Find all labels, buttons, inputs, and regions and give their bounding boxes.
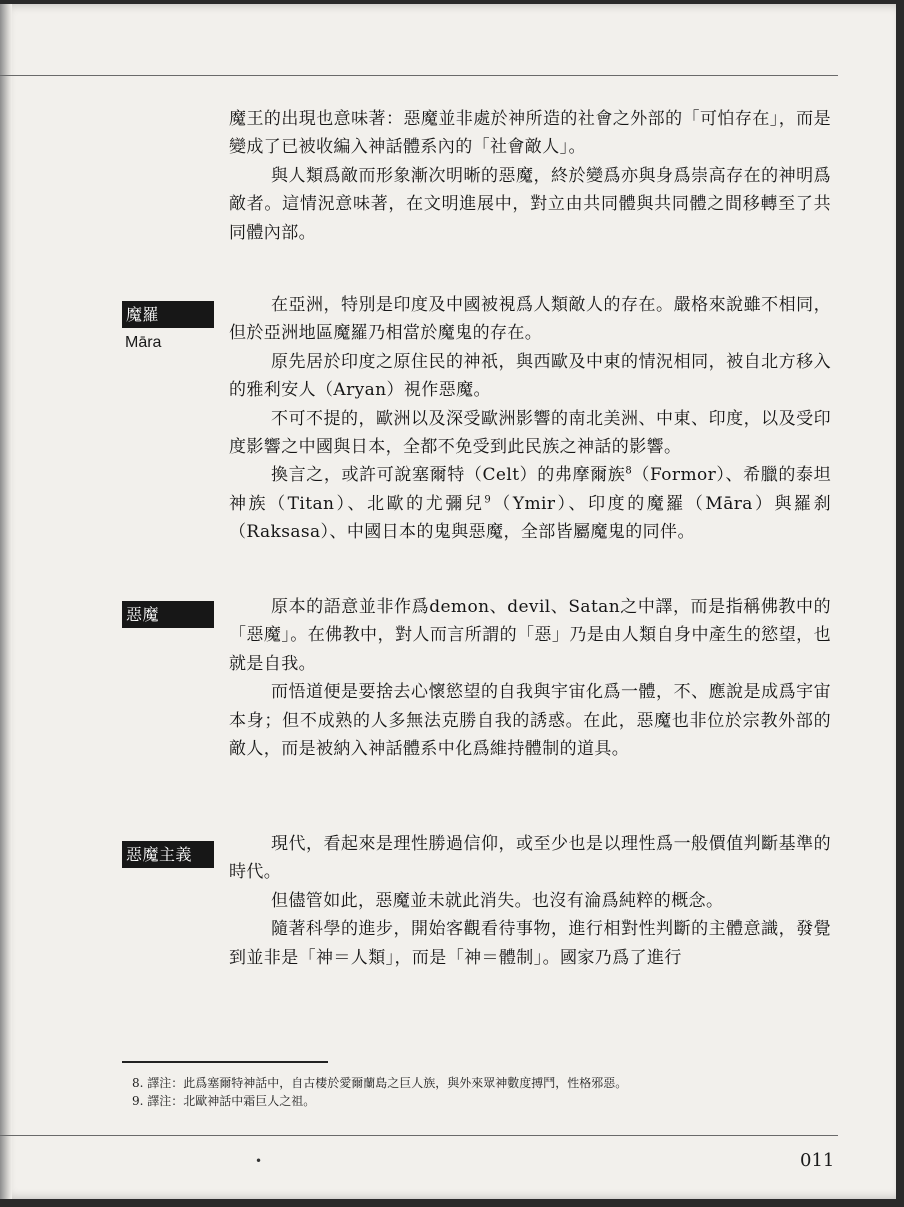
paragraph-text: 換言之，或許可說塞爾特（Celt）的弗摩爾族	[271, 465, 626, 486]
paragraph: 原先居於印度之原住民的神祇，與西歐及中東的情況相同，被自北方移入的雅利安人（Aryan）視作惡魔。	[229, 351, 831, 401]
page-number: 011	[800, 1150, 835, 1171]
footnote-ref-8: 8	[625, 465, 633, 477]
paragraph: 在亞洲，特別是印度及中國被視爲人類敵人的存在。嚴格來說雖不相同，但於亞洲地區魔羅乃相當於魔鬼的存在。	[229, 295, 831, 344]
section-label-akuma: 惡魔	[122, 601, 214, 628]
page-gutter-shadow	[0, 4, 12, 1199]
section-label-mara: 魔羅	[122, 301, 214, 328]
paragraph: 原本的語意並非作爲demon、devil、Satan之中譯，而是指稱佛教中的「惡魔」。在佛教中，對人而言所謂的「惡」乃是由人類自身中產生的慾望，也就是自我。	[229, 597, 831, 674]
paragraph: 不可不提的，歐洲以及深受歐洲影響的南北美洲、中東、印度，以及受印度影響之中國與日本，全都不免受到此民族之神話的影響。	[229, 408, 831, 458]
section-label-satanism: 惡魔主義	[122, 841, 214, 868]
paragraph: 而悟道便是要捨去心懷慾望的自我與宇宙化爲一體，不、應說是成爲宇宙本身；但不成熟的人多無法克勝自我的誘惑。在此，惡魔也非位於宗教外部的敵人，而是被納入神話體系中化爲維持體制的道具。	[229, 682, 831, 760]
section-satanism	[229, 830, 831, 972]
footnotes	[132, 1074, 832, 1110]
paragraph: 現代，看起來是理性勝過信仰，或至少也是以理性爲一般價值判斷基準的時代。	[229, 834, 831, 883]
paragraph	[229, 461, 831, 546]
paragraph: 但儘管如此，惡魔並未就此消失。也沒有淪爲純粹的概念。	[271, 890, 724, 911]
footer-rule	[0, 1135, 838, 1136]
section-intro	[229, 105, 831, 247]
print-speck: •	[255, 1154, 263, 1168]
footnote-ref-9: 9	[484, 494, 492, 506]
paragraph-text: （Ymir）、印度的魔羅（Māra）與羅刹（Raksasa）、中國日本的鬼與惡魔，全部皆屬魔鬼的同伴。	[229, 493, 832, 543]
book-page	[0, 4, 896, 1199]
paragraph: 與人類爲敵而形象漸次明晰的惡魔，終於變爲亦與身爲崇高存在的神明爲敵者。這情況意味著，在文明進展中，對立由共同體與共同體之間移轉至了共同體內部。	[229, 165, 831, 243]
header-rule	[0, 75, 838, 76]
paragraph: 魔王的出現也意味著：惡魔並非處於神所造的社會之外部的「可怕存在」，而是變成了已被收編入神話體系內的「社會敵人」。	[229, 109, 831, 158]
paragraph: 隨著科學的進步，開始客觀看待事物，進行相對性判斷的主體意識，發覺到並非是「神＝人類」，而是「神＝體制」。國家乃爲了進行	[229, 919, 831, 968]
footnote-9: 9. 譯注：北歐神話中霜巨人之祖。	[132, 1094, 316, 1108]
section-sublabel-mara: Māra	[125, 334, 162, 351]
footnote-rule	[122, 1061, 328, 1063]
footnote-8: 8. 譯注：此爲塞爾特神話中，自古棲於愛爾蘭島之巨人族，與外來眾神數度搏鬥，性格邪惡。	[132, 1076, 628, 1090]
section-mara	[229, 291, 831, 547]
paragraph-text: （Formor）、希臘的泰坦神族（Titan）、北歐的尤彌兒	[229, 465, 831, 514]
section-akuma	[229, 593, 831, 763]
